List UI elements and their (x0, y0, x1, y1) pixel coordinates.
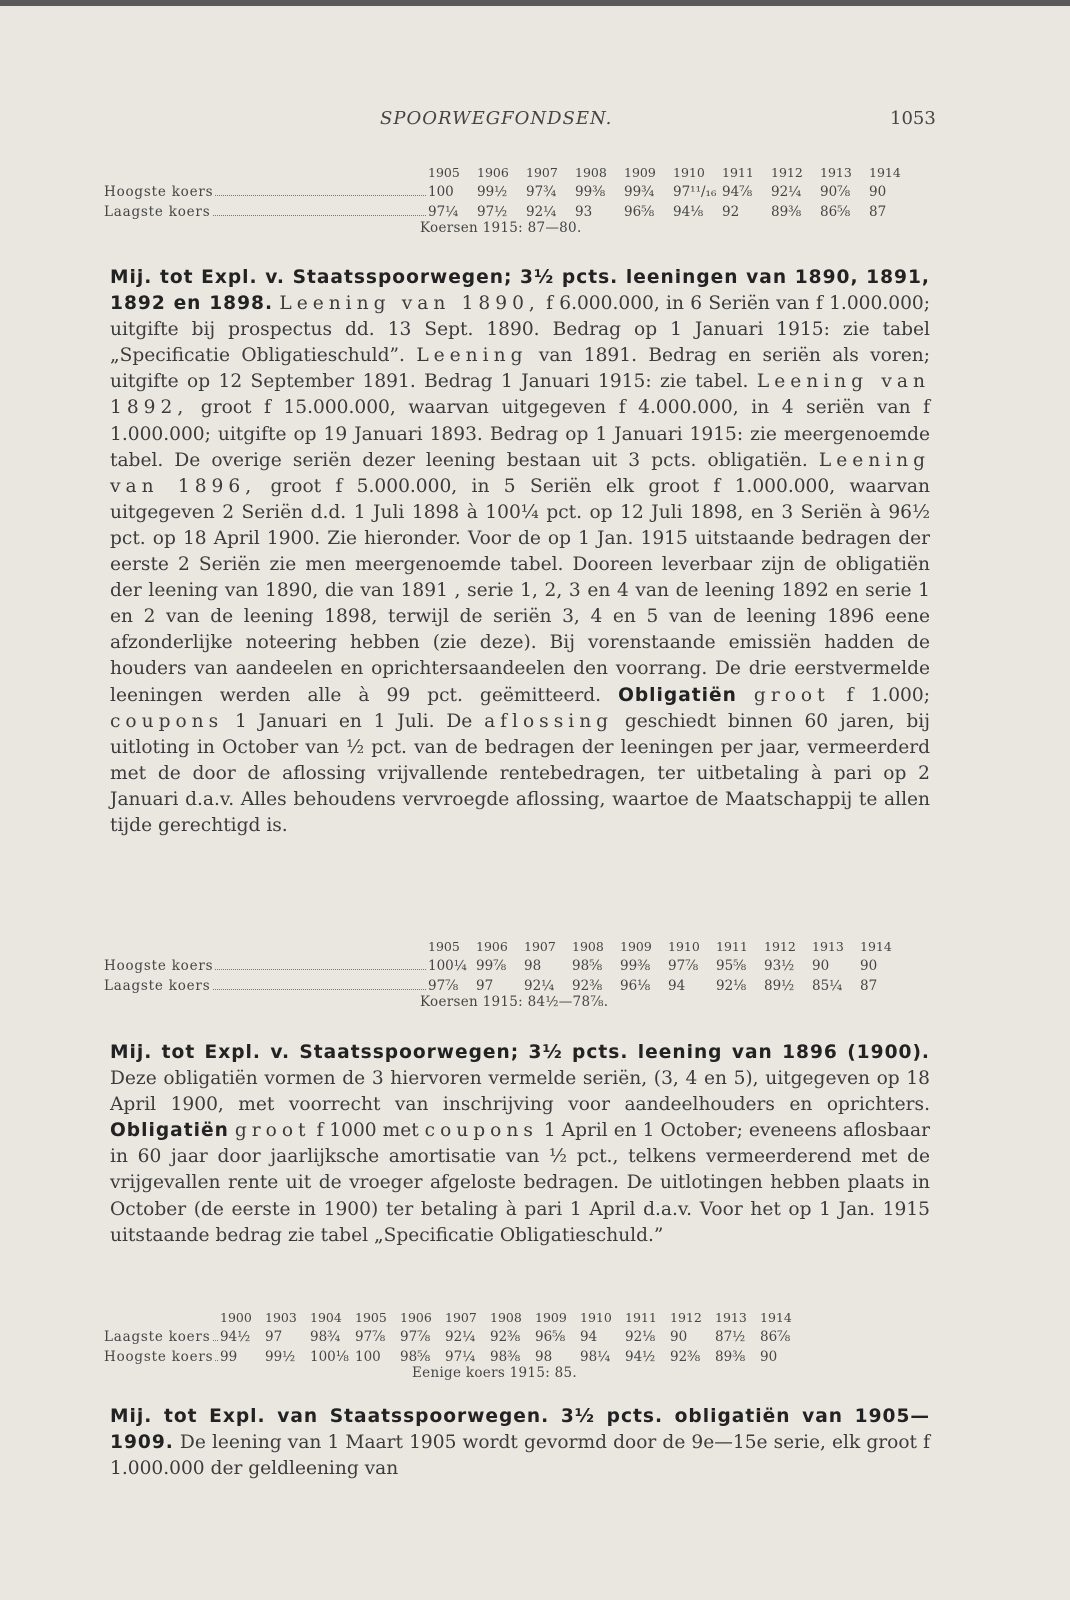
section-heading: Mij. tot Expl. van Staatsspoorwegen. 3½ pcts. obligatiën van 1905—1909. (110, 1406, 930, 1454)
value-cell: 98 (524, 958, 542, 974)
value-cell: 93½ (764, 958, 795, 974)
year-cells (220, 1310, 805, 1325)
value-cell: 92¼ (524, 978, 555, 994)
value-cell: 94⅞ (722, 184, 753, 200)
year-cell: 1912 (771, 165, 803, 180)
value-cell: 97 (476, 978, 494, 994)
year-cell: 1903 (265, 1310, 297, 1325)
year-cell: 1906 (477, 165, 509, 180)
value-cell: 90 (760, 1349, 778, 1365)
value-cells (220, 1349, 805, 1365)
year-cell: 1913 (812, 939, 844, 954)
value-cell: 96⅝ (535, 1329, 566, 1345)
value-cell: 97⅞ (400, 1329, 431, 1345)
value-cell: 87½ (715, 1329, 746, 1345)
value-cell: 90 (670, 1329, 688, 1345)
value-cell: 97⅞ (355, 1329, 386, 1345)
year-cell: 1909 (620, 939, 652, 954)
value-cell: 85¼ (812, 978, 843, 994)
value-cell: 90 (860, 958, 878, 974)
value-cell: 86⅝ (820, 204, 851, 220)
row-label: Hoogste koers (104, 184, 428, 200)
value-cell: 100 (428, 184, 454, 200)
top-border (0, 0, 1070, 6)
year-cell: 1912 (670, 1310, 702, 1325)
value-cell: 94½ (220, 1329, 251, 1345)
year-cell: 1911 (716, 939, 748, 954)
value-cell: 89⅜ (715, 1349, 746, 1365)
year-cell: 1909 (624, 165, 656, 180)
year-cell: 1913 (820, 165, 852, 180)
table-row (104, 1345, 924, 1365)
value-cell: 97⅞ (428, 978, 459, 994)
year-cell: 1905 (428, 165, 460, 180)
value-cell: 92⅛ (625, 1329, 656, 1345)
page-number: 1053 (890, 108, 936, 129)
value-cell: 87 (869, 204, 887, 220)
value-cell: 100⅛ (310, 1349, 349, 1365)
row-label: Laagste koers (104, 1329, 220, 1345)
table-row (104, 1325, 924, 1345)
value-cells (220, 1329, 805, 1345)
year-cell: 1904 (310, 1310, 342, 1325)
table-row (104, 200, 924, 220)
year-cell: 1908 (490, 1310, 522, 1325)
value-cells (428, 958, 908, 974)
year-header-row (104, 934, 924, 954)
year-cell: 1905 (428, 939, 460, 954)
year-cell: 1913 (715, 1310, 747, 1325)
table-note: Eenige koers 1915: 85. (412, 1365, 578, 1381)
value-cell: 90 (869, 184, 887, 200)
value-cell: 99¾ (624, 184, 655, 200)
value-cell: 98⅝ (400, 1349, 431, 1365)
section-paragraph: Mij. tot Expl. van Staatsspoorwegen. 3½ pcts. obligatiën van 1905—1909. De leening van 1 Maart 1905 wordt gevormd door de 9e—15e serie, elk groot f 1.000.000 der geldleening van (110, 1406, 930, 1480)
value-cell: 99 (220, 1349, 238, 1365)
value-cell: 97 (265, 1329, 283, 1345)
value-cell: 94 (580, 1329, 598, 1345)
value-cell: 98¾ (310, 1329, 341, 1345)
year-cell: 1914 (869, 165, 901, 180)
year-cell: 1914 (760, 1310, 792, 1325)
value-cell: 100 (355, 1349, 381, 1365)
table-note: Koersen 1915: 87—80. (420, 220, 582, 236)
value-cell: 92 (722, 204, 740, 220)
value-cells (428, 978, 908, 994)
value-cell: 90 (812, 958, 830, 974)
running-title: SPOORWEGFONDSEN. (380, 108, 613, 129)
value-cell: 98¼ (580, 1349, 611, 1365)
value-cell: 99⅜ (575, 184, 606, 200)
price-table-2 (104, 934, 924, 1014)
value-cell: 97¼ (428, 204, 459, 220)
section-paragraph: Mij. tot Expl. v. Staatsspoorwegen; 3½ pcts. leeningen van 1890, 1891, 1892 en 1898. Leening van 1890, f 6.000.000, in 6 Seriën van f 1.000.000; uitgifte bij prospectus dd. 13 Sept. 1890. Bedrag op 1 Januari 1915: zie tabel „Specificatie Obligatieschuld”. Leening van 1891. Bedrag en seriën als voren; uitgifte op 12 September 1891. Bedrag 1 Januari 1915: zie tabel. Leening van 1892, groot f 15.000.000, waarvan uitgegeven f 4.000.000, in 4 seriën van f 1.000.000; uitgifte op 19 Januari 1893. Bedrag op 1 Januari 1915: zie meergenoemde tabel. De overige seriën dezer leening bestaan uit 3 pcts. obligatiën. Leening van 1896, groot f 5.000.000, in 5 Seriën elk groot f 1.000.000, waarvan uitgegeven 2 Seriën d.d. 1 Juli 1898 à 100¼ pct. op 12 Juli 1898, en 3 Seriën à 96½ pct. op 18 April 1900. Zie hieronder. Voor de op 1 Jan. 1915 uitstaande bedragen der eerste 2 Seriën zie men meergenoemde tabel. Dooreen leverbaar zijn de obligatiën der leening van 1890, die van 1891 , serie 1, 2, 3 en 4 van de leening 1892 en serie 1 en 2 van de leening 1898, terwijl de seriën 3, 4 en 5 van de leening 1896 eene afzonderlijke noteering hebben (zie deze). Bij vorenstaande emissiën hadden de houders van aandeelen en oprichtersaandeelen den voorrang. De drie eerstvermelde leeningen werden alle à 99 pct. geëmitteerd. Obligatiën groot f 1.000; coupons 1 Januari en 1 Juli. De aflossing geschiedt binnen 60 jaren, bij uitloting in October van ½ pct. van de bedragen der leeningen per jaar, vermeerderd met de door de aflossing vrijvallende rentebedragen, ter uitbetaling à pari op 2 Januari d.a.v. Alles behoudens vervroegde aflossing, waartoe de Maatschappij te allen tijde gerechtigd is. (110, 267, 931, 836)
year-cell: 1906 (400, 1310, 432, 1325)
price-table-3 (104, 1305, 924, 1385)
table-row (104, 954, 924, 974)
year-header-row (104, 1305, 924, 1325)
value-cell: 96⅝ (624, 204, 655, 220)
value-cell: 94⅛ (673, 204, 704, 220)
value-cell: 99⅞ (476, 958, 507, 974)
section-heading: Mij. tot Expl. v. Staatsspoorwegen; 3½ pcts. leeningen van 1890, 1891, 1892 en 1898. (110, 267, 930, 315)
value-cell: 92¼ (445, 1329, 476, 1345)
price-table-1 (104, 160, 924, 240)
value-cell: 99½ (477, 184, 508, 200)
value-cell: 92⅜ (490, 1329, 521, 1345)
value-cell: 89½ (764, 978, 795, 994)
value-cells (428, 184, 918, 200)
year-cell: 1911 (625, 1310, 657, 1325)
value-cell: 99½ (265, 1349, 296, 1365)
value-cells (428, 204, 918, 220)
row-label: Hoogste koers (104, 1349, 220, 1365)
year-cell: 1910 (580, 1310, 612, 1325)
value-cell: 99⅜ (620, 958, 651, 974)
value-cell: 95⅝ (716, 958, 747, 974)
value-cell: 87 (860, 978, 878, 994)
row-label: Laagste koers (104, 204, 428, 220)
value-cell: 98⅜ (490, 1349, 521, 1365)
value-cell: 94 (668, 978, 686, 994)
year-cell: 1908 (572, 939, 604, 954)
value-cell: 92⅛ (716, 978, 747, 994)
page-header (0, 108, 1070, 136)
year-cell: 1914 (860, 939, 892, 954)
table-row (104, 180, 924, 200)
section-heading: Mij. tot Expl. v. Staatsspoorwegen; 3½ pcts. leening van 1896 (1900). (110, 1042, 930, 1063)
value-cell: 96⅛ (620, 978, 651, 994)
value-cell: 97⅞ (668, 958, 699, 974)
year-cell: 1905 (355, 1310, 387, 1325)
row-label: Laagste koers (104, 978, 428, 994)
year-cells (428, 939, 908, 954)
year-header-row (104, 160, 924, 180)
value-cell: 92¼ (771, 184, 802, 200)
year-cell: 1907 (526, 165, 558, 180)
year-cell: 1911 (722, 165, 754, 180)
value-cell: 98⅝ (572, 958, 603, 974)
value-cell: 97¹¹/₁₆ (673, 184, 717, 200)
row-label: Hoogste koers (104, 958, 428, 974)
table-row (104, 974, 924, 994)
year-cell: 1908 (575, 165, 607, 180)
value-cell: 92⅜ (572, 978, 603, 994)
year-cell: 1910 (668, 939, 700, 954)
value-cell: 89⅜ (771, 204, 802, 220)
year-cell: 1910 (673, 165, 705, 180)
value-cell: 86⅞ (760, 1329, 791, 1345)
value-cell: 90⅞ (820, 184, 851, 200)
value-cell: 93 (575, 204, 593, 220)
table-note: Koersen 1915: 84½—78⅞. (420, 994, 609, 1010)
year-cell: 1909 (535, 1310, 567, 1325)
year-cell: 1912 (764, 939, 796, 954)
value-cell: 97¾ (526, 184, 557, 200)
section-paragraph: Mij. tot Expl. v. Staatsspoorwegen; 3½ pcts. leening van 1896 (1900). Deze obligatiën vormen de 3 hiervoren vermelde seriën, (3, 4 en 5), uitgegeven op 18 April 1900, met voorrecht van inschrijving voor aandeelhouders en oprichters. Obligatiën groot f 1000 met coupons 1 April en 1 October; eveneens aflosbaar in 60 jaar door jaarlijksche amortisatie van ½ pct., telkens vermeerderend met de vrijgevallen rente uit de vroeger afgeloste bedragen. De uitlotingen hebben plaats in October (de eerste in 1900) ter betaling à pari 1 April d.a.v. Voor het op 1 Jan. 1915 uitstaande bedrag zie tabel „Specificatie Obligatieschuld.” (110, 1042, 930, 1246)
year-cells (428, 165, 918, 180)
year-cell: 1900 (220, 1310, 252, 1325)
value-cell: 92¼ (526, 204, 557, 220)
value-cell: 92⅜ (670, 1349, 701, 1365)
year-cell: 1907 (524, 939, 556, 954)
value-cell: 100¼ (428, 958, 467, 974)
value-cell: 97¼ (445, 1349, 476, 1365)
value-cell: 98 (535, 1349, 553, 1365)
value-cell: 94½ (625, 1349, 656, 1365)
year-cell: 1907 (445, 1310, 477, 1325)
value-cell: 97½ (477, 204, 508, 220)
year-cell: 1906 (476, 939, 508, 954)
